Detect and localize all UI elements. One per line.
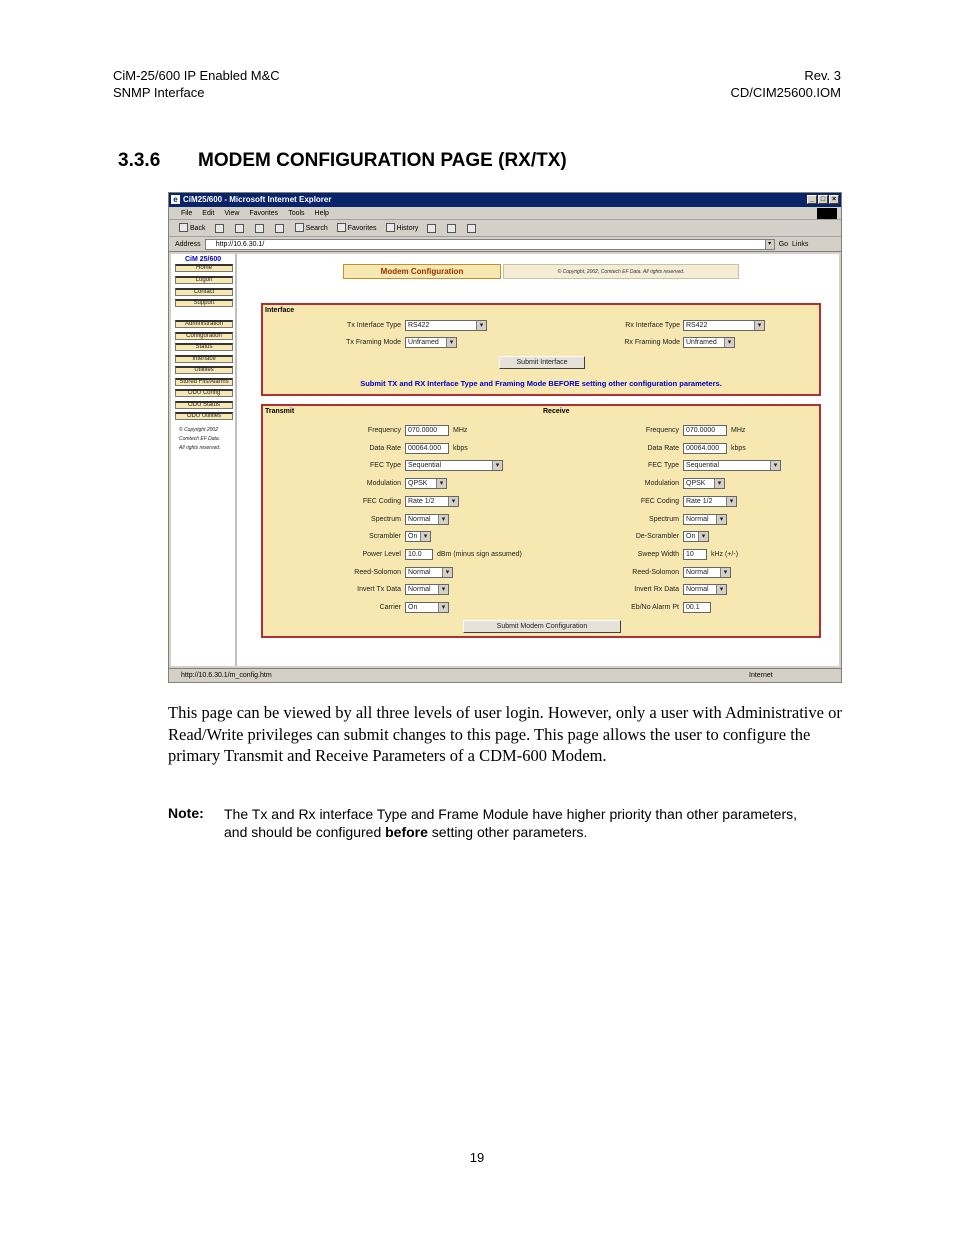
refresh-icon[interactable]	[255, 224, 264, 233]
nav-copyright: © Copyright 2002	[179, 427, 218, 433]
tx-label: FEC Type	[370, 462, 401, 470]
rx-label: Data Rate	[647, 444, 679, 452]
nav-item-utilities[interactable]: Utilities	[175, 366, 233, 374]
rx-unit: kbps	[731, 444, 746, 452]
rx-label: Invert Rx Data	[634, 586, 679, 594]
rx-label: FEC Coding	[640, 497, 679, 505]
home-icon[interactable]	[275, 224, 284, 233]
address-input[interactable]: http://10.6.30.1/ ▾	[205, 239, 775, 250]
section-number: 3.3.6	[118, 150, 161, 171]
doc-header-right	[730, 67, 841, 101]
rx-reed-solomon-select[interactable]: Normal ▾	[683, 567, 731, 578]
page-content	[171, 254, 839, 666]
nav-item-administration[interactable]: Administration	[175, 320, 233, 328]
section-heading	[118, 150, 567, 172]
nav-item-odu-config[interactable]: ODU Config	[175, 389, 233, 397]
menu-item-view[interactable]: View	[224, 210, 240, 217]
tx-label: Carrier	[379, 604, 401, 611]
rx-frequency-input[interactable]: 070.0000	[683, 425, 727, 436]
interface-warning: Submit TX and RX Interface Type and Framing Mode BEFORE setting other configuration parameters.	[360, 379, 722, 388]
doc-subject: SNMP Interface	[113, 85, 205, 100]
tx-interface-type-label: Tx Interface Type	[347, 322, 401, 329]
page-number: 19	[469, 1150, 485, 1165]
left-nav	[171, 254, 237, 666]
tx-framing-mode-select[interactable]: Unframed ▾	[405, 337, 457, 348]
tx-label: Scrambler	[369, 533, 401, 541]
rx-interface-type-label: Rx Interface Type	[625, 322, 680, 329]
rx-label: Reed-Solomon	[632, 568, 679, 576]
stop-icon[interactable]	[235, 224, 244, 233]
transmit-receive-panel	[261, 404, 821, 638]
nav-item-stored-flts-alarms[interactable]: Stored Flts/Alarms	[175, 378, 233, 386]
search-button[interactable]: Search	[295, 220, 328, 237]
menu-item-edit[interactable]: Edit	[202, 210, 215, 217]
status-url: http://10.6.30.1/m_config.htm	[181, 672, 272, 679]
favorites-icon	[337, 223, 346, 232]
tx-modulation-select[interactable]: QPSK ▾	[405, 478, 447, 489]
tx-unit: dBm (minus sign assumed)	[437, 550, 522, 558]
doc-revision: Rev. 3	[804, 68, 841, 83]
nav-item-status[interactable]: Status	[175, 343, 233, 351]
go-button[interactable]: Go	[778, 240, 789, 248]
submit-interface-button[interactable]: Submit Interface	[499, 356, 585, 369]
rx-label: Modulation	[644, 480, 679, 488]
nav-item-support[interactable]: Support	[175, 299, 233, 307]
tx-label: Reed-Solomon	[354, 568, 401, 576]
back-button[interactable]: Back	[179, 220, 206, 237]
nav-item-home[interactable]: Home	[175, 264, 233, 272]
rx-invert-rx-data-select[interactable]: Normal ▾	[683, 584, 727, 595]
history-button[interactable]: History	[386, 220, 419, 237]
submit-modem-configuration-button[interactable]: Submit Modem Configuration	[463, 620, 621, 633]
doc-header-left	[113, 67, 280, 101]
tx-label: Modulation	[366, 480, 401, 488]
nav-copyright: Comtech EF Data.	[179, 436, 221, 442]
rx-label: FEC Type	[648, 462, 679, 470]
browser-titlebar	[169, 193, 841, 207]
address-bar	[169, 237, 841, 252]
browser-statusbar	[169, 668, 841, 682]
address-label: Address	[175, 240, 201, 248]
rx-de-scrambler-select[interactable]: On ▾	[683, 531, 709, 542]
rx-label: De-Scrambler	[635, 533, 679, 541]
rx-data-rate-input[interactable]: 00064.000	[683, 443, 727, 454]
banner-copyright: © Copyright, 2002, Comtech EF Data. All rights reserved.	[503, 264, 739, 279]
print-icon[interactable]	[447, 224, 456, 233]
tx-label: Spectrum	[371, 515, 401, 523]
tx-invert-tx-data-select[interactable]: Normal ▾	[405, 584, 449, 595]
body-paragraph: This page can be viewed by all three levels of user login. However, only a user with Administrative or Read/Write privileges can submit changes to this page. This page allows the user to configure the primary Transmit and Receive Parameters of a CDM-600 Modem.	[168, 703, 842, 765]
back-arrow-icon	[179, 223, 188, 232]
tx-spectrum-select[interactable]: Normal ▾	[405, 514, 449, 525]
rx-label: Sweep Width	[637, 550, 679, 558]
nav-item-configuration[interactable]: Configuration	[175, 332, 233, 340]
edit-icon[interactable]	[467, 224, 476, 233]
tx-unit: MHz	[453, 427, 468, 434]
nav-item-interface[interactable]: Interface	[175, 355, 233, 363]
tx-unit: kbps	[453, 444, 468, 452]
interface-panel	[261, 303, 821, 396]
favorites-button[interactable]: Favorites	[337, 220, 377, 237]
nav-item-logoff[interactable]: Logoff	[175, 276, 233, 284]
tx-label: Frequency	[367, 427, 401, 434]
rx-fec-coding-select[interactable]: Rate 1/2 ▾	[683, 496, 737, 507]
mail-icon[interactable]	[427, 224, 436, 233]
rx-unit: kHz (+/-)	[711, 550, 739, 558]
maximize-icon[interactable]: □	[818, 195, 828, 204]
rx-modulation-select[interactable]: QPSK ▾	[683, 478, 725, 489]
transmit-title: Transmit	[265, 408, 295, 415]
note-text: The Tx and Rx interface Type and Frame Module have higher priority than other parameters, and should be configured before setting other parameters.	[224, 806, 798, 840]
search-icon	[295, 223, 304, 232]
rx-sweep-width-input[interactable]: 10	[683, 549, 707, 560]
menu-item-tools[interactable]: Tools	[288, 210, 305, 217]
windows-flag-icon	[817, 208, 837, 219]
doc-number: CD/CIM25600.IOM	[730, 85, 841, 100]
nav-item-odu-status[interactable]: ODU Status	[175, 401, 233, 409]
page-banner: Modem Configuration	[343, 264, 501, 279]
nav-item-odu-utilities[interactable]: ODU Utilities	[175, 412, 233, 420]
tx-fec-coding-select[interactable]: Rate 1/2 ▾	[405, 496, 459, 507]
rx-label: Eb/No Alarm Pt	[631, 604, 679, 611]
forward-arrow-icon[interactable]	[215, 224, 224, 233]
rx-spectrum-select[interactable]: Normal ▾	[683, 514, 727, 525]
tx-data-rate-input[interactable]: 00064.000	[405, 443, 449, 454]
tx-carrier-select[interactable]: On ▾	[405, 602, 449, 613]
tx-label: FEC Coding	[362, 497, 401, 505]
tx-fec-type-select[interactable]: Sequential ▾	[405, 460, 503, 471]
rx-eb-no-alarm-pt-input[interactable]: 00.1	[683, 602, 711, 613]
menu-item-favorites[interactable]: Favorites	[249, 210, 279, 217]
rx-framing-mode-label: Rx Framing Mode	[624, 339, 680, 346]
tx-label: Power Level	[362, 550, 401, 558]
rx-fec-type-select[interactable]: Sequential ▾	[683, 460, 781, 471]
tx-label: Invert Tx Data	[357, 586, 401, 594]
minimize-icon[interactable]: _	[807, 195, 817, 204]
interface-title: Interface	[265, 307, 295, 314]
rx-label: Frequency	[645, 427, 679, 434]
status-zone: Internet	[749, 672, 773, 679]
tx-label: Data Rate	[369, 444, 401, 452]
tx-reed-solomon-select[interactable]: Normal ▾	[405, 567, 453, 578]
note-label: Note:	[168, 805, 204, 821]
tx-scrambler-select[interactable]: On ▾	[405, 531, 431, 542]
receive-title: Receive	[543, 408, 570, 415]
rx-framing-mode-select[interactable]: Unframed ▾	[683, 337, 735, 348]
browser-toolbar	[169, 220, 841, 237]
menu-item-file[interactable]: File	[181, 210, 193, 217]
section-title: MODEM CONFIGURATION PAGE (RX/TX)	[198, 150, 567, 171]
nav-item-contact[interactable]: Contact	[175, 288, 233, 296]
rx-label: Spectrum	[649, 515, 679, 523]
ie-logo-icon: e	[171, 195, 180, 204]
tx-frequency-input[interactable]: 070.0000	[405, 425, 449, 436]
close-icon[interactable]: ×	[829, 195, 839, 204]
rx-interface-type-select[interactable]: RS422 ▾	[683, 320, 765, 331]
menu-item-help[interactable]: Help	[314, 210, 329, 217]
nav-copyright: All rights reserved.	[179, 445, 221, 451]
tx-framing-mode-label: Tx Framing Mode	[346, 339, 401, 346]
note-emphasis: before	[385, 824, 428, 840]
tx-power-level-input[interactable]: 10.0	[405, 549, 433, 560]
browser-window	[168, 192, 842, 683]
nav-brand: CiM 25/600	[185, 256, 222, 263]
browser-menubar	[169, 207, 841, 220]
chevron-down-icon[interactable]: ▾	[765, 240, 774, 249]
browser-title: CiM25/600 - Microsoft Internet Explorer	[183, 195, 332, 204]
links-button[interactable]: Links	[792, 240, 809, 248]
history-icon	[386, 223, 395, 232]
rx-unit: MHz	[731, 427, 746, 434]
doc-product: CiM-25/600 IP Enabled M&C	[113, 68, 280, 83]
tx-interface-type-select[interactable]: RS422 ▾	[405, 320, 487, 331]
